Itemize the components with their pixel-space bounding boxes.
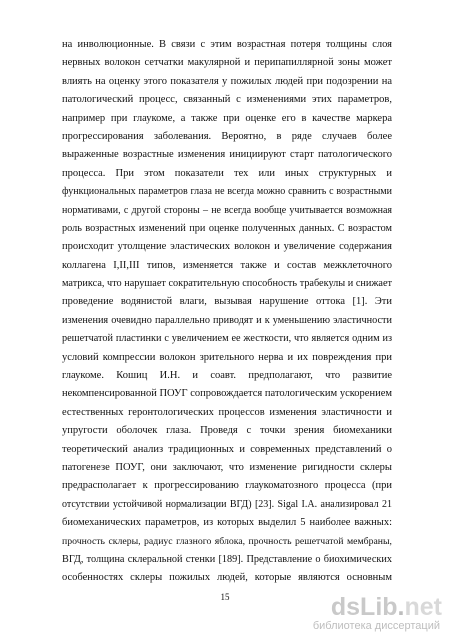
body-text bbox=[62, 36, 392, 588]
text-line: выраженные возрастные изменения инициируют старт патологического bbox=[62, 149, 392, 161]
text-line: процесса. При этом показатели тех или иных структурных и bbox=[62, 167, 392, 179]
text-line: теоретический анализ традиционных и современных представлений о bbox=[62, 443, 392, 455]
text-line: прогрессирования заболевания. Вероятно, в ряде случаев более bbox=[62, 130, 392, 142]
text-line: изменения очевидно параллельно приводят и к уменьшению эластичности bbox=[62, 314, 392, 326]
text-line: некомпенсированной ПОУГ сопровождается патологическим ускорением bbox=[62, 388, 392, 400]
watermark bbox=[272, 594, 442, 634]
watermark-logo bbox=[331, 594, 442, 620]
text-line: происходит утолщение эластических волокон и увеличение содержания bbox=[62, 241, 392, 253]
text-line: функциональных параметров глаза не всегда можно сравнить с возрастными bbox=[62, 186, 392, 198]
watermark-logo-dot: . bbox=[397, 593, 405, 621]
text-line: влиять на оценку этого показателя у пожилых людей при подозрении на bbox=[62, 75, 392, 87]
watermark-logo-part2: net bbox=[404, 593, 442, 621]
text-line: матрикса, что нарушает сократительную способность трабекулы и снижает bbox=[62, 278, 392, 290]
watermark-logo-part1: dsLib bbox=[330, 593, 398, 621]
watermark-subtitle: библиотека диссертаций bbox=[312, 620, 440, 632]
text-line: нервных волокон сетчатки макулярной и перипапиллярной зоны может bbox=[62, 57, 392, 69]
text-line: ВГД, толщина склеральной стенки [189]. Представление о биохимических bbox=[62, 553, 392, 565]
text-line: прочность склеры, радиус глазного яблока, прочность решетчатой мембраны, bbox=[62, 535, 392, 547]
text-line: решетчатой пластинки с увеличением ее жесткости, что является одним из bbox=[62, 333, 392, 345]
text-line: нормативами, с другой стороны – не всегда вообще учитывается возможная bbox=[62, 204, 392, 216]
page-number: 15 bbox=[220, 592, 230, 602]
text-line: патогенезе ПОУГ, они заключают, что изменение ригидности склеры bbox=[62, 461, 392, 473]
text-line: упругости оболочек глаза. Проведя с точки зрения биомеханики bbox=[62, 425, 392, 437]
text-line: проведение водянистой влаги, вызывая нарушение оттока [1]. Эти bbox=[62, 296, 392, 308]
text-line: патологический процесс, связанный с изменениями этих параметров, bbox=[62, 94, 392, 106]
text-line: отсутствии устойчивой нормализации ВГД) [23]. Sigal I.A. анализировал 21 bbox=[62, 498, 392, 510]
text-line: предрасполагает к прогрессированию глаукоматозного процесса (при bbox=[62, 480, 392, 492]
text-line: особенностях склеры пожилых людей, которые являются основным bbox=[62, 572, 392, 584]
text-line: глаукоме. Кошиц И.Н. и соавт. предполагают, что развитие bbox=[62, 370, 392, 382]
text-line: коллагена I,II,III типов, изменяется также и состав межклеточного bbox=[62, 259, 392, 271]
text-line: естественных геронтологических процессов изменения эластичности и bbox=[62, 406, 392, 418]
text-line: на инволюционные. В связи с этим возрастная потеря толщины слоя bbox=[62, 39, 392, 50]
text-line: например при глаукоме, а также при оценке его в качестве маркера bbox=[62, 112, 392, 124]
text-line: условий компрессии волокон зрительного нерва и их повреждения при bbox=[62, 351, 392, 363]
text-line: роль возрастных изменений при оценке полученных данных. С возрастом bbox=[62, 222, 392, 234]
text-line: биомеханических параметров, из которых выделил 5 наиболее важных: bbox=[62, 517, 392, 529]
